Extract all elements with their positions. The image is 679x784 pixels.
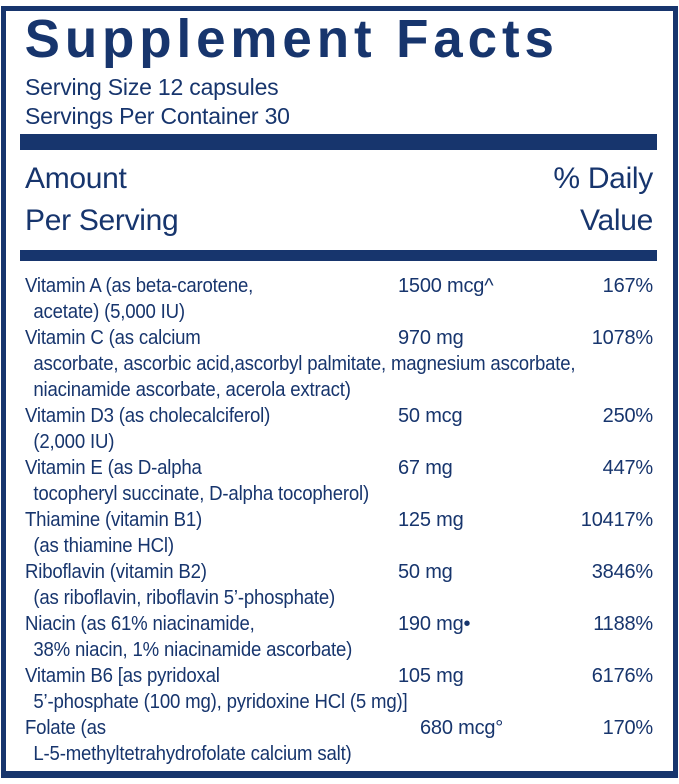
- nutrient-name: Vitamin E (as D-alpha: [25, 457, 202, 479]
- nutrient-amount: 190 mg•: [398, 613, 471, 635]
- nutrient-name-continuation: L-5-methyltetrahydrofolate calcium salt): [33, 743, 352, 765]
- nutrient-table: [6, 273, 673, 767]
- nutrient-name: Vitamin A (as beta-carotene,: [25, 275, 254, 297]
- nutrient-name: Niacin (as 61% niacinamide,: [25, 613, 255, 635]
- nutrient-name-continuation: tocopheryl succinate, D-alpha tocopherol): [33, 483, 370, 505]
- nutrient-amount: 67 mg: [398, 457, 453, 479]
- column-header-amount-line2: Per Serving: [25, 204, 179, 237]
- label-title: Supplement Facts: [24, 9, 559, 69]
- nutrient-name-continuation: ascorbate, ascorbic acid,ascorbyl palmitate, magnesium ascorbate,: [33, 353, 576, 375]
- nutrient-row-vitamin-d3: [25, 403, 653, 455]
- servings-per-container-text: Servings Per Container 30: [25, 103, 290, 129]
- thick-rule-top: [20, 134, 657, 150]
- column-header-amount-line1: Amount: [25, 162, 127, 195]
- nutrient-row-riboflavin: [25, 559, 653, 611]
- nutrient-amount: 680 mcg°: [420, 717, 504, 739]
- nutrient-name-continuation: (as riboflavin, riboflavin 5’-phosphate): [33, 587, 336, 609]
- nutrient-daily-value: 447%: [602, 457, 653, 479]
- nutrient-name: Vitamin B6 [as pyridoxal: [25, 665, 220, 687]
- nutrient-name-continuation: niacinamide ascorbate, acerola extract): [33, 379, 351, 401]
- nutrient-daily-value: 250%: [602, 405, 653, 427]
- nutrient-amount: 50 mg: [398, 561, 453, 583]
- nutrient-name: Vitamin C (as calcium: [25, 327, 201, 349]
- nutrient-amount: 105 mg: [398, 665, 464, 687]
- nutrient-name: Folate (as: [25, 717, 106, 739]
- table-column-headers: [6, 158, 673, 242]
- column-header-daily-value: [553, 158, 653, 242]
- column-header-amount: [25, 158, 178, 242]
- column-header-dv-line2: Value: [579, 204, 653, 237]
- nutrient-daily-value: 6176%: [591, 665, 653, 687]
- nutrient-name: Thiamine (vitamin B1): [25, 509, 202, 531]
- nutrient-name: Vitamin D3 (as cholecalciferol): [25, 405, 271, 427]
- nutrient-daily-value: 3846%: [591, 561, 653, 583]
- nutrient-daily-value: 1078%: [591, 327, 653, 349]
- supplement-facts-label: [1, 6, 678, 778]
- nutrient-daily-value: 10417%: [580, 509, 653, 531]
- nutrient-name-continuation: (2,000 IU): [33, 431, 115, 453]
- nutrient-row-thiamine: [25, 507, 653, 559]
- nutrient-daily-value: 1188%: [593, 613, 653, 635]
- nutrient-daily-value: 170%: [602, 717, 653, 739]
- serving-info: [6, 73, 673, 131]
- thick-rule-bottom: [20, 250, 657, 261]
- nutrient-row-vitamin-a: [25, 273, 653, 325]
- column-header-dv-line1: % Daily: [553, 162, 653, 195]
- nutrient-name-continuation: 5’-phosphate (100 mg), pyridoxine HCl (5 mg)]: [33, 691, 408, 713]
- nutrient-name-continuation: (as thiamine HCl): [33, 535, 174, 557]
- nutrient-row-vitamin-b6: [25, 663, 653, 715]
- serving-size-text: Serving Size 12 capsules: [25, 74, 279, 100]
- nutrient-name: Riboflavin (vitamin B2): [25, 561, 207, 583]
- nutrient-amount: 970 mg: [398, 327, 464, 349]
- nutrient-row-vitamin-e: [25, 455, 653, 507]
- nutrient-row-folate: [25, 715, 653, 767]
- nutrient-name-continuation: 38% niacin, 1% niacinamide ascorbate): [33, 639, 353, 661]
- nutrient-amount: 50 mcg: [398, 405, 463, 427]
- nutrient-amount: 125 mg: [398, 509, 464, 531]
- nutrient-row-vitamin-c: [25, 325, 653, 403]
- nutrient-amount: 1500 mcg^: [398, 275, 494, 297]
- nutrient-row-niacin: [25, 611, 653, 663]
- nutrient-daily-value: 167%: [602, 275, 653, 297]
- nutrient-name-continuation: acetate) (5,000 IU): [33, 301, 185, 323]
